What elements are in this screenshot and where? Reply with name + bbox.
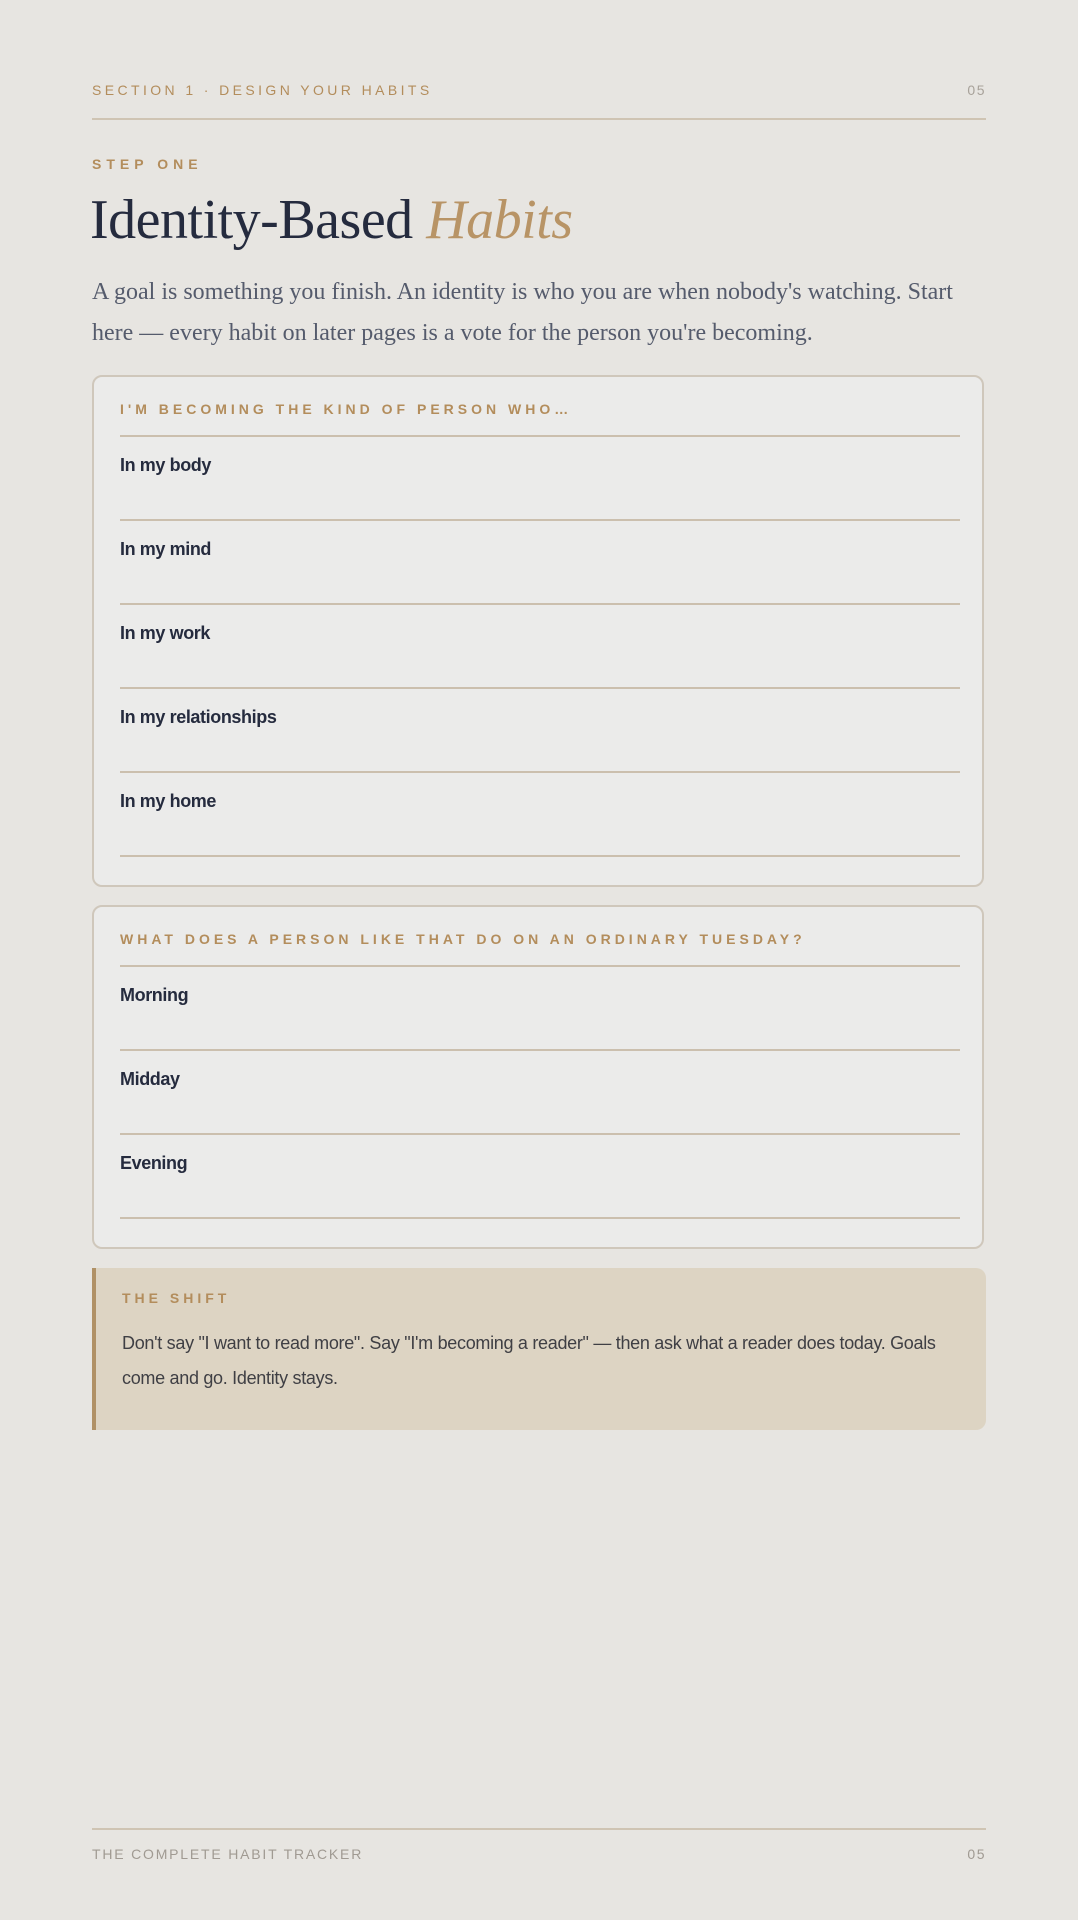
tuesday-card — [92, 905, 984, 1249]
write-in-row-body[interactable] — [120, 437, 960, 521]
shift-heading: THE SHIFT — [122, 1290, 231, 1306]
shift-body: Don't say "I want to read more". Say "I'm becoming a reader" — then ask what a reader does today. Goals come and go. Identity stays. — [122, 1333, 936, 1388]
header-page-number: 05 — [967, 82, 986, 98]
intro-paragraph: A goal is something you finish. An identity is who you are when nobody's watching. Start here — every habit on later pages is a vote for the person you're becoming. — [92, 279, 953, 346]
identity-card-heading — [120, 401, 960, 437]
tuesday-card-heading — [120, 931, 960, 967]
write-in-row-evening[interactable] — [120, 1135, 960, 1219]
page-title — [90, 188, 573, 252]
shift-callout — [92, 1268, 986, 1430]
row-label: In my work — [120, 623, 211, 643]
tuesday-card-heading-text: WHAT DOES A PERSON LIKE THAT DO ON AN ORDINARY TUESDAY? — [120, 931, 806, 947]
identity-card — [92, 375, 984, 887]
row-label: Morning — [120, 985, 189, 1005]
section-label: SECTION 1 · DESIGN YOUR HABITS — [92, 82, 433, 98]
footer-page-number: 05 — [967, 1846, 986, 1862]
row-label: In my home — [120, 791, 217, 811]
row-label: Midday — [120, 1069, 180, 1089]
title-accent: Habits — [426, 189, 573, 251]
write-in-row-home[interactable] — [120, 773, 960, 857]
tuesday-rows — [120, 967, 960, 1219]
identity-card-heading-text: I'M BECOMING THE KIND OF PERSON WHO… — [120, 401, 573, 417]
footer-brand: THE COMPLETE HABIT TRACKER — [92, 1846, 364, 1862]
identity-rows — [120, 437, 960, 857]
row-label: Evening — [120, 1153, 188, 1173]
row-label: In my mind — [120, 539, 212, 559]
write-in-row-work[interactable] — [120, 605, 960, 689]
page-header — [92, 80, 986, 120]
row-label: In my body — [120, 455, 212, 475]
step-label: STEP ONE — [92, 156, 203, 172]
title-main: Identity-Based — [90, 189, 413, 251]
write-in-row-midday[interactable] — [120, 1051, 960, 1135]
row-label: In my relationships — [120, 707, 277, 727]
write-in-row-morning[interactable] — [120, 967, 960, 1051]
page-footer — [92, 1828, 986, 1868]
write-in-row-mind[interactable] — [120, 521, 960, 605]
write-in-row-relationships[interactable] — [120, 689, 960, 773]
